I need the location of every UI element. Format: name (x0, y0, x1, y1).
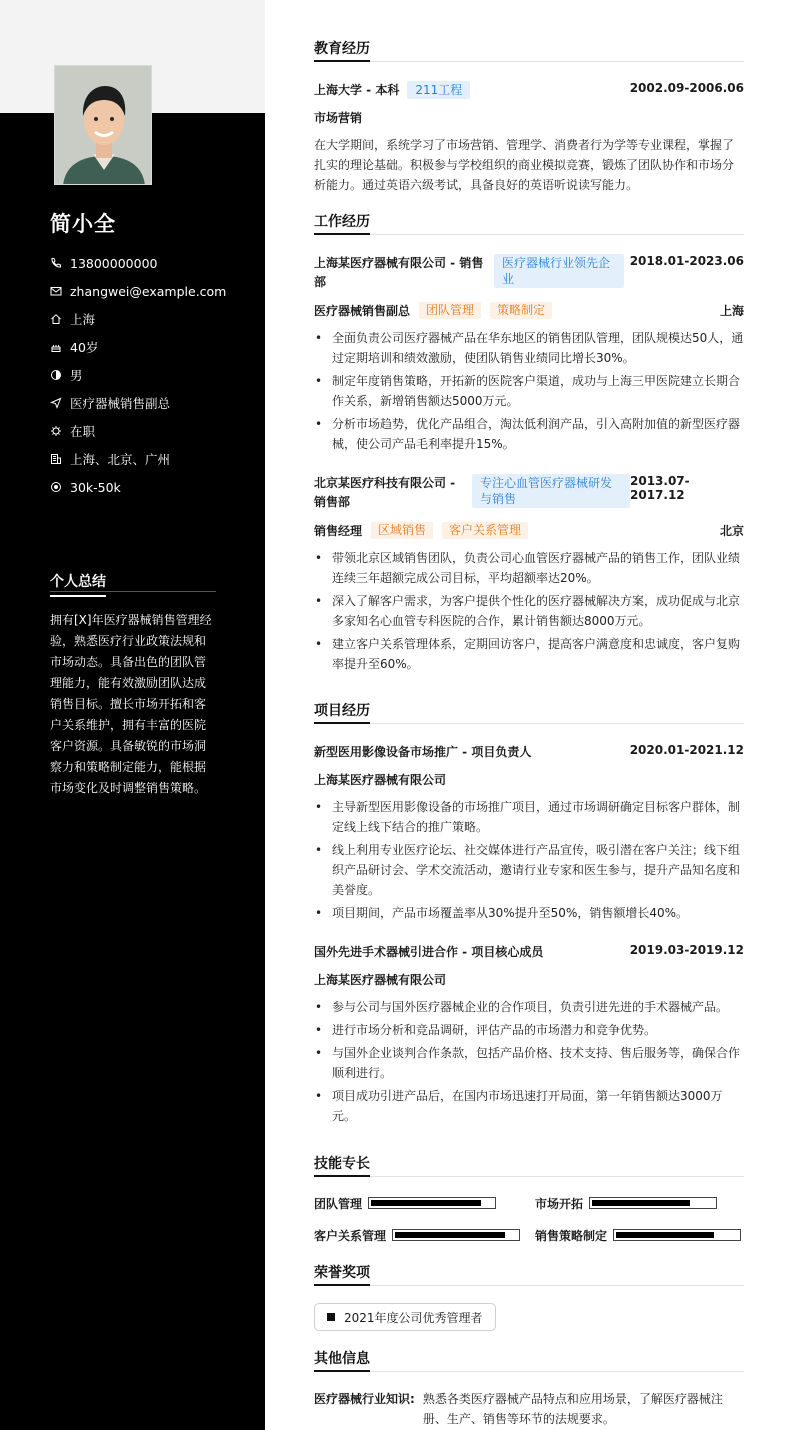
awards-section (314, 1264, 744, 1286)
info-phone (50, 249, 250, 277)
list-item: • 项目成功引进产品后，在国内市场迅速打开局面，第一年销售额达3000万元。 (314, 1086, 744, 1126)
other-section (314, 1350, 744, 1372)
work-item-2-bullets (314, 548, 744, 677)
work-item-1-period: 2018.01-2023.06 (629, 254, 744, 268)
work-item-2-header (314, 474, 744, 512)
education-title (314, 40, 744, 62)
project-1-header (314, 743, 744, 760)
skill-name: 客户关系管理 (314, 1228, 387, 1243)
skills-section (314, 1155, 744, 1177)
project-2-bullets (314, 997, 744, 1129)
skills-title-text: 技能专长 (314, 1155, 370, 1177)
summary-text: 拥有[X]年医疗器械销售管理经验，熟悉医疗行业政策法规和市场动态。具备出色的团队管理能力，能有效激励团队达成销售目标。擅长市场开拓和客户关系维护，拥有丰富的医院客户资源。具备敏锐的市场洞察力和策略制定能力，能根据市场变化及时调整销售策略。 (50, 613, 212, 795)
award-bullet-icon (327, 1313, 335, 1321)
education-school: 上海大学 - 本科 (314, 83, 400, 97)
avatar (54, 65, 152, 185)
awards-title (314, 1264, 744, 1286)
work-item-2-company: 北京某医疗科技有限公司 - 销售部 (314, 476, 456, 509)
summary-divider (50, 591, 216, 592)
info-email-text: zhangwei@example.com (70, 283, 227, 299)
skill-name: 销售策略制定 (535, 1228, 608, 1243)
skill-name: 团队管理 (314, 1196, 363, 1211)
work-item-2-location: 北京 (719, 524, 744, 538)
info-position-text: 医疗器械销售副总 (70, 396, 171, 411)
project-2-period: 2019.03-2019.12 (629, 943, 744, 957)
skill-bar (392, 1229, 520, 1241)
age-icon (50, 341, 62, 353)
skill-item (535, 1193, 744, 1213)
info-age (50, 333, 250, 361)
projects-title (314, 702, 744, 724)
work-item-1-company: 上海某医疗器械有限公司 - 销售部 (314, 256, 484, 289)
project-1-org: 上海某医疗器械有限公司 (314, 773, 447, 787)
skill-bar (368, 1197, 496, 1209)
list-item: • 参与公司与国外医疗器械企业的合作项目，负责引进先进的手术器械产品。 (314, 997, 744, 1017)
work-item-2-role: 销售经理 (314, 524, 363, 538)
send-icon (50, 397, 62, 409)
skill-bar-fill (616, 1232, 714, 1238)
home-icon (50, 313, 62, 325)
work-item-1-role-row (314, 302, 744, 319)
projects-title-text: 项目经历 (314, 702, 370, 724)
info-locations-text: 上海、北京、广州 (70, 452, 171, 467)
projects-section (314, 702, 744, 724)
list-item: • 带领北京区域销售团队，负责公司心血管医疗器械产品的销售工作，团队业绩连续三年超额完成公司目标，平均超额率达20%。 (314, 548, 744, 588)
info-email (50, 277, 250, 305)
education-header (314, 81, 744, 99)
info-position (50, 389, 250, 417)
project-2-name: 国外先进手术器械引进合作 - 项目核心成员 (314, 945, 544, 959)
skill-bar-fill (592, 1200, 690, 1206)
project-2-header (314, 943, 744, 960)
work-item-1-tag-b: 策略制定 (490, 302, 552, 319)
sidebar (0, 0, 265, 1430)
list-item: • 主导新型医用影像设备的市场推广项目，通过市场调研确定目标客户群体，制定线上线下结合的推广策略。 (314, 797, 744, 837)
building-icon (50, 453, 62, 465)
email-icon (50, 285, 62, 297)
list-item: • 全面负责公司医疗器械产品在华东地区的销售团队管理，团队规模达50人，通过定期培训和绩效激励，使团队销售业绩同比增长30%。 (314, 328, 744, 368)
work-item-1-location: 上海 (719, 304, 744, 318)
work-item-1-tag-a: 团队管理 (419, 302, 481, 319)
work-item-2-tag-a: 区域销售 (371, 522, 433, 539)
other-item-key: 医疗器械行业知识: (314, 1392, 415, 1406)
info-city-text: 上海 (70, 312, 96, 327)
award-badge (314, 1303, 496, 1331)
skill-item (535, 1225, 744, 1245)
skills-title (314, 1155, 744, 1177)
list-item: • 与国外企业谈判合作条款，包括产品价格、技术支持、售后服务等，确保合作顺利进行。 (314, 1043, 744, 1083)
skill-item (314, 1225, 535, 1245)
info-salary-text: 30k-50k (70, 479, 121, 495)
skill-bar-fill (395, 1232, 505, 1238)
list-item: • 分析市场趋势，优化产品组合，淘汰低利润产品，引入高附加值的新型医疗器械，使公司产品毛利率提升15%。 (314, 414, 744, 454)
education-period: 2002.09-2006.06 (629, 81, 744, 95)
summary-title: 个人总结 (50, 571, 106, 597)
work-item-2-tag-b: 客户关系管理 (442, 522, 528, 539)
info-status-text: 在职 (70, 424, 96, 439)
skill-name: 市场开拓 (535, 1196, 584, 1211)
project-2-org: 上海某医疗器械有限公司 (314, 973, 447, 987)
skill-bar (613, 1229, 741, 1241)
other-title-text: 其他信息 (314, 1350, 370, 1372)
skills-grid (314, 1193, 744, 1245)
gender-icon (50, 369, 62, 381)
work-title (314, 213, 744, 235)
status-icon (50, 425, 62, 437)
info-gender-text: 男 (70, 368, 83, 383)
info-city (50, 305, 250, 333)
work-title-text: 工作经历 (314, 213, 370, 235)
project-1-name: 新型医用影像设备市场推广 - 项目负责人 (314, 745, 532, 759)
other-item-value: 熟悉各类医疗器械产品特点和应用场景，了解医疗器械注册、生产、销售等环节的法规要求。 (422, 1392, 723, 1426)
work-item-1-role: 医疗器械销售副总 (314, 304, 411, 318)
education-description: 在大学期间，系统学习了市场营销、管理学、消费者行为学等专业课程，掌握了扎实的理论基础。积极参与学校组织的商业模拟竞赛，锻炼了团队协作和市场分析能力。通过英语六级考试，具备良好的英语听说读写能力。 (314, 138, 735, 192)
work-section (314, 213, 744, 235)
work-item-2-role-row (314, 522, 744, 539)
skill-item (314, 1193, 535, 1213)
education-major: 市场营销 (314, 111, 363, 125)
project-1-bullets (314, 797, 744, 926)
info-gender (50, 361, 250, 389)
skill-bar-fill (371, 1200, 481, 1206)
info-locations (50, 445, 250, 473)
list-item: • 线上利用专业医疗论坛、社交媒体进行产品宣传，吸引潜在客户关注；线下组织产品研讨会、学术交流活动，邀请行业专家和医生参与，提升产品知名度和美誉度。 (314, 840, 744, 900)
list-item: • 深入了解客户需求，为客户提供个性化的医疗器械解决方案，成功促成与北京多家知名心血管专科医院的合作，累计销售额达8000万元。 (314, 591, 744, 631)
work-item-1-tag: 医疗器械行业领先企业 (494, 254, 624, 288)
other-item (314, 1389, 744, 1429)
work-item-2-period: 2013.07-2017.12 (630, 474, 690, 502)
info-age-text: 40岁 (70, 340, 99, 355)
work-item-1-header (314, 254, 744, 292)
work-item-2-tag: 专注心血管医疗器械研发与销售 (472, 474, 630, 508)
candidate-name: 简小全 (50, 212, 116, 236)
education-section (314, 40, 744, 62)
list-item: • 项目期间，产品市场覆盖率从30%提升至50%，销售额增长40%。 (314, 903, 744, 923)
info-phone-text: 13800000000 (70, 255, 158, 271)
project-1-period: 2020.01-2021.12 (629, 743, 744, 757)
award-text: 2021年度公司优秀管理者 (344, 1310, 483, 1325)
work-item-1-bullets (314, 328, 744, 457)
list-item: • 建立客户关系管理体系，定期回访客户，提高客户满意度和忠诚度，客户复购率提升至60%。 (314, 634, 744, 674)
education-title-text: 教育经历 (314, 40, 370, 62)
info-salary (50, 473, 250, 501)
other-title (314, 1350, 744, 1372)
salary-icon (50, 481, 62, 493)
awards-title-text: 荣誉奖项 (314, 1264, 370, 1286)
education-tag: 211工程 (407, 81, 470, 99)
contact-info-list (50, 249, 250, 501)
phone-icon (50, 257, 62, 269)
skill-bar (589, 1197, 717, 1209)
list-item: • 进行市场分析和竞品调研，评估产品的市场潜力和竞争优势。 (314, 1020, 744, 1040)
info-status (50, 417, 250, 445)
list-item: • 制定年度销售策略，开拓新的医院客户渠道，成功与上海三甲医院建立长期合作关系，新增销售额达5000万元。 (314, 371, 744, 411)
